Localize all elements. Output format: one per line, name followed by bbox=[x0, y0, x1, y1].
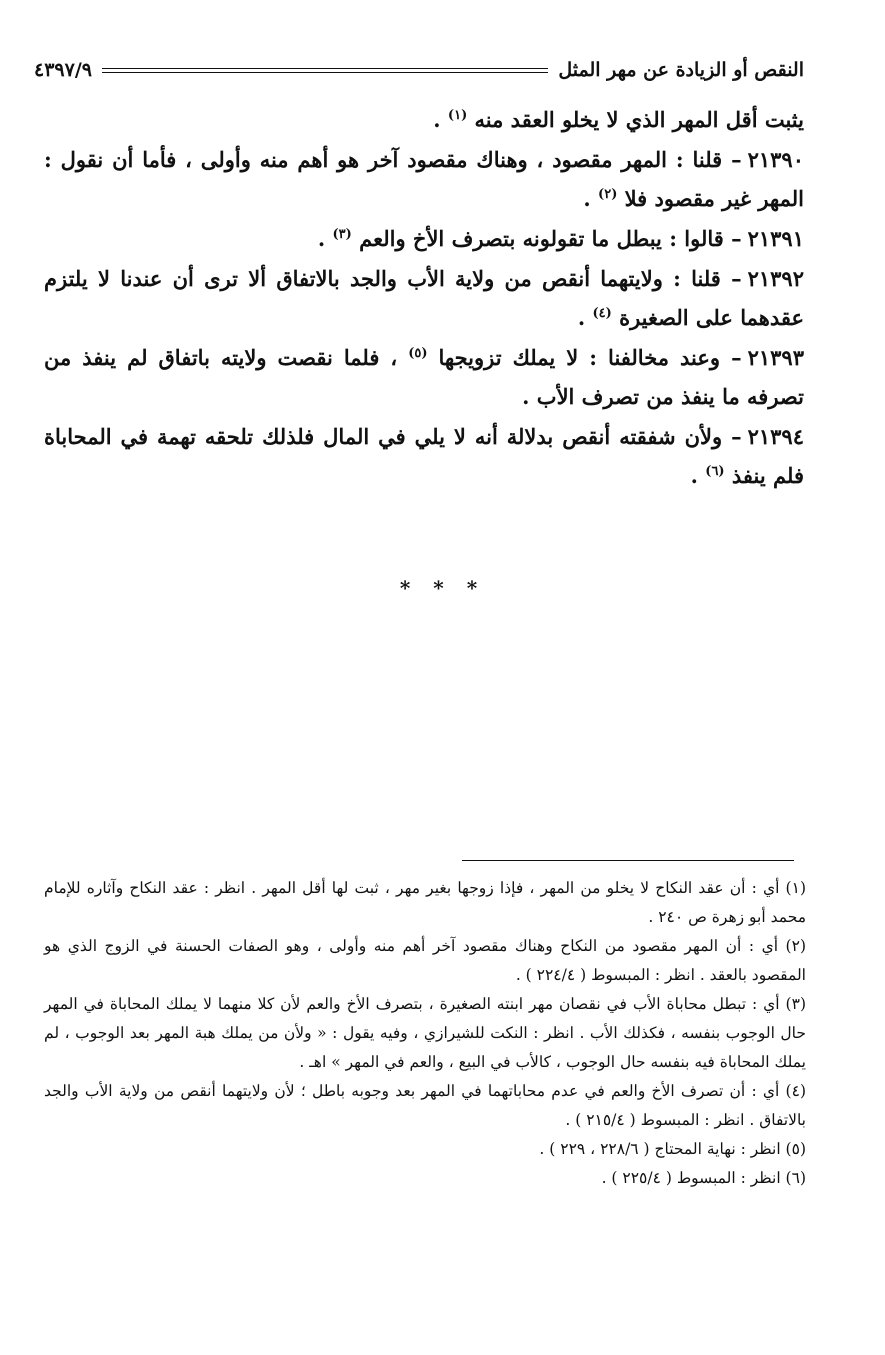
header-title: النقص أو الزيادة عن مهر المثل bbox=[558, 59, 804, 81]
footnote-ref: (٤) bbox=[592, 306, 612, 321]
paragraph-number: ٢١٣٩١ bbox=[747, 226, 804, 251]
paragraph-text: – قالوا : يبطل ما تقولونه بتصرف الأخ والعم bbox=[359, 226, 742, 251]
footnote-divider bbox=[462, 860, 794, 861]
paragraph bbox=[44, 259, 804, 337]
header-rule bbox=[102, 68, 548, 73]
paragraph bbox=[44, 140, 804, 218]
paragraph-text: – قلنا : المهر مقصود ، وهناك مقصود آخر هو أهم منه وأولى ، فأما أن نقول : المهر غير مقصود فلا bbox=[44, 147, 804, 211]
paragraph-tail: ، فلما نقصت ولايته باتفاق لم ينفذ من تصرفه ما ينفذ من تصرف الأب . bbox=[44, 345, 804, 409]
footnote: (٦) انظر : المبسوط ( ٢٢٥/٤ ) . bbox=[601, 1169, 806, 1187]
page-number: ٤٣٩٧/٩ bbox=[34, 59, 92, 81]
main-text bbox=[44, 100, 804, 496]
paragraph-number: ٢١٣٩٤ bbox=[747, 424, 804, 449]
section-separator: * * * bbox=[399, 576, 486, 600]
footnote-ref: (١) bbox=[447, 108, 468, 123]
paragraph-text: – قلنا : ولايتهما أنقص من ولاية الأب والجد بالاتفاق ألا ترى أن عندنا لا يلتزم عقدهما على الصغيرة bbox=[44, 266, 804, 330]
paragraph-tail: . bbox=[317, 226, 333, 251]
paragraph bbox=[44, 219, 804, 258]
footnote: (٤) أي : أن تصرف الأخ والعم في عدم محاباتهما في المهر بعد وجوبه باطل ؛ لأن ولايتهما أنقص من ولاية الأب والجد بالاتفاق . انظر : المبسوط ( ٢١٥/٤ ) . bbox=[44, 1082, 806, 1129]
footnote: (١) أي : أن عقد النكاح لا يخلو من المهر ، فإذا زوجها بغير مهر ، ثبت لها أقل المهر . انظر : عقد النكاح وآثاره للإمام محمد أبو زهرة ص ٢٤٠ . bbox=[44, 879, 806, 926]
running-header bbox=[34, 52, 804, 88]
paragraph-tail: . bbox=[577, 305, 593, 330]
paragraph-number: ٢١٣٩٣ bbox=[747, 345, 804, 370]
footnote: (٥) انظر : نهاية المحتاج ( ٢٢٨/٦ ، ٢٢٩ ) . bbox=[539, 1140, 806, 1158]
paragraph-text: – وعند مخالفنا : لا يملك تزويجها bbox=[438, 345, 742, 370]
footnote-ref: (٥) bbox=[408, 346, 428, 361]
footnote-ref: (٢) bbox=[598, 187, 618, 202]
paragraph-number: ٢١٣٩٠ bbox=[747, 147, 804, 172]
paragraph bbox=[44, 100, 804, 139]
footnote-ref: (٦) bbox=[705, 464, 725, 479]
footnote: (٣) أي : تبطل محاباة الأب في نقصان مهر ابنته الصغيرة ، بتصرف الأخ والعم لأن كلا منهما لا يملك المحاباة في المهر حال الوجوب بنفسه ، فكذلك الأب . انظر : النكت للشيرازي ، وفيه يقول : « ولأن من يملك هبة المهر بعد الوجوب ، لم يملك المحاباة فيه بنفسه حال الوجوب ، كالأب في البيع ، والعم في المهر » اهـ . bbox=[44, 995, 806, 1071]
paragraph-tail: . bbox=[583, 186, 599, 211]
footnote: (٢) أي : أن المهر مقصود من النكاح وهناك مقصود آخر أهم منه وأولى ، وهو الصفات الحسنة في الزوج الذي هو المقصود بالعقد . انظر : المبسوط ( ٢٢٤/٤ ) . bbox=[44, 937, 806, 984]
paragraph-text: يثبت أقل المهر الذي لا يخلو العقد منه bbox=[474, 107, 804, 132]
paragraph bbox=[44, 417, 804, 495]
paragraph-text: – ولأن شفقته أنقص بدلالة أنه لا يلي في المال فلذلك تلحقه تهمة في المحاباة فلم ينفذ bbox=[44, 424, 804, 488]
paragraph-tail: . bbox=[433, 107, 448, 132]
paragraph bbox=[44, 338, 804, 416]
paragraph-tail: . bbox=[690, 463, 706, 488]
paragraph-number: ٢١٣٩٢ bbox=[747, 266, 804, 291]
footnotes bbox=[44, 874, 806, 1193]
footnote-ref: (٣) bbox=[332, 227, 352, 242]
